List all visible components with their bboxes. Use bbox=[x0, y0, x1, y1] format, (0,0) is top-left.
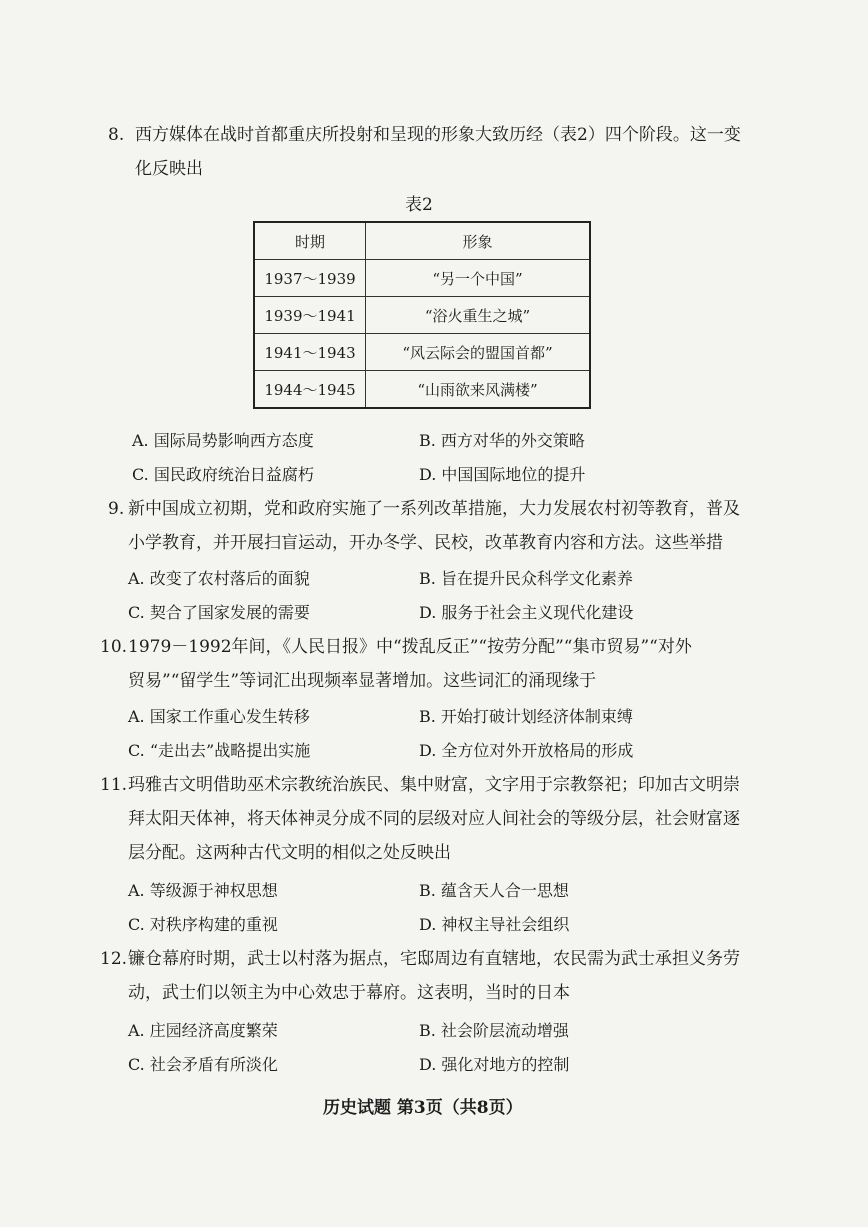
question-text-line: 化反映出 bbox=[135, 159, 203, 179]
option-d[interactable]: D. 神权主导社会组织 bbox=[419, 915, 570, 934]
question-number: 11. bbox=[100, 775, 128, 795]
option-a[interactable]: A. 改变了农村落后的面貌 bbox=[128, 569, 310, 588]
question-text-line: 拜太阳天体神，将天体神灵分成不同的层级对应人间社会的等级分层，社会财富逐 bbox=[128, 809, 740, 829]
option-d[interactable]: D. 中国国际地位的提升 bbox=[419, 465, 586, 484]
option-d[interactable]: D. 全方位对外开放格局的形成 bbox=[419, 741, 634, 760]
question-text-line: 贸易”“留学生”等词汇出现频率显著增加。这些词汇的涌现缘于 bbox=[128, 671, 597, 691]
option-c[interactable]: C. 国民政府统治日益腐朽 bbox=[132, 465, 314, 484]
option-b[interactable]: B. 旨在提升民众科学文化素养 bbox=[419, 569, 633, 588]
option-c[interactable]: C. 对秩序构建的重视 bbox=[128, 915, 278, 934]
table-row bbox=[254, 334, 590, 371]
option-b[interactable]: B. 西方对华的外交策略 bbox=[419, 431, 585, 450]
question-text-line: 玛雅古文明借助巫术宗教统治族民、集中财富，文字用于宗教祭祀；印加古文明崇 bbox=[128, 775, 740, 795]
option-d[interactable]: D. 强化对地方的控制 bbox=[419, 1055, 570, 1074]
question-text-line: 1979－1992年间，《人民日报》中“拨乱反正”“按劳分配”“集市贸易”“对外 bbox=[128, 637, 692, 657]
option-a[interactable]: A. 庄园经济高度繁荣 bbox=[128, 1021, 278, 1040]
option-d[interactable]: D. 服务于社会主义现代化建设 bbox=[419, 603, 634, 622]
question-number: 12. bbox=[100, 949, 128, 969]
table-cell: 1937～1939 bbox=[254, 260, 366, 297]
table-cell: 1941～1943 bbox=[254, 334, 366, 371]
option-a[interactable]: A. 国际局势影响西方态度 bbox=[132, 431, 314, 450]
question-text-line: 小学教育，并开展扫盲运动，开办冬学、民校，改革教育内容和方法。这些举措 bbox=[128, 533, 723, 553]
table-cell: “山雨欲来风满楼” bbox=[366, 371, 591, 409]
page-footer: 历史试题 第3页（共8页） bbox=[323, 1098, 523, 1118]
option-b[interactable]: B. 开始打破计划经济体制束缚 bbox=[419, 707, 633, 726]
question-12 bbox=[100, 942, 740, 1010]
table-row bbox=[254, 297, 590, 334]
question-number: 8. bbox=[108, 125, 125, 145]
table-header: 形象 bbox=[366, 222, 591, 260]
table-header: 时期 bbox=[254, 222, 366, 260]
question-text-line: 镰仓幕府时期，武士以村落为据点，宅邸周边有直辖地，农民需为武士承担义务劳 bbox=[128, 949, 740, 969]
table-header-row bbox=[254, 222, 590, 260]
table-cell: “浴火重生之城” bbox=[366, 297, 591, 334]
question-10 bbox=[100, 630, 692, 698]
table-row bbox=[254, 371, 590, 409]
option-b[interactable]: B. 蕴含天人合一思想 bbox=[419, 881, 569, 900]
table-cell: 1944～1945 bbox=[254, 371, 366, 409]
table-cell: 1939～1941 bbox=[254, 297, 366, 334]
question-number: 10. bbox=[100, 637, 128, 657]
question-text-line: 西方媒体在战时首都重庆所投射和呈现的形象大致历经（表2）四个阶段。这一变 bbox=[135, 125, 741, 145]
option-a[interactable]: A. 国家工作重心发生转移 bbox=[128, 707, 310, 726]
question-11 bbox=[100, 768, 740, 870]
data-table bbox=[253, 221, 591, 409]
option-c[interactable]: C. “走出去”战略提出实施 bbox=[128, 741, 311, 760]
table-row bbox=[254, 260, 590, 297]
table-cell: “风云际会的盟国首都” bbox=[366, 334, 591, 371]
question-9 bbox=[108, 492, 740, 560]
question-8 bbox=[108, 118, 741, 186]
question-text-line: 层分配。这两种古代文明的相似之处反映出 bbox=[128, 843, 451, 863]
option-a[interactable]: A. 等级源于神权思想 bbox=[128, 881, 278, 900]
table-cell: “另一个中国” bbox=[366, 260, 591, 297]
option-b[interactable]: B. 社会阶层流动增强 bbox=[419, 1021, 569, 1040]
option-c[interactable]: C. 社会矛盾有所淡化 bbox=[128, 1055, 278, 1074]
option-c[interactable]: C. 契合了国家发展的需要 bbox=[128, 603, 310, 622]
question-number: 9. bbox=[108, 499, 125, 519]
table-caption: 表2 bbox=[405, 195, 433, 215]
question-text-line: 新中国成立初期，党和政府实施了一系列改革措施，大力发展农村初等教育，普及 bbox=[128, 499, 740, 519]
question-text-line: 动，武士们以领主为中心效忠于幕府。这表明，当时的日本 bbox=[128, 983, 570, 1003]
